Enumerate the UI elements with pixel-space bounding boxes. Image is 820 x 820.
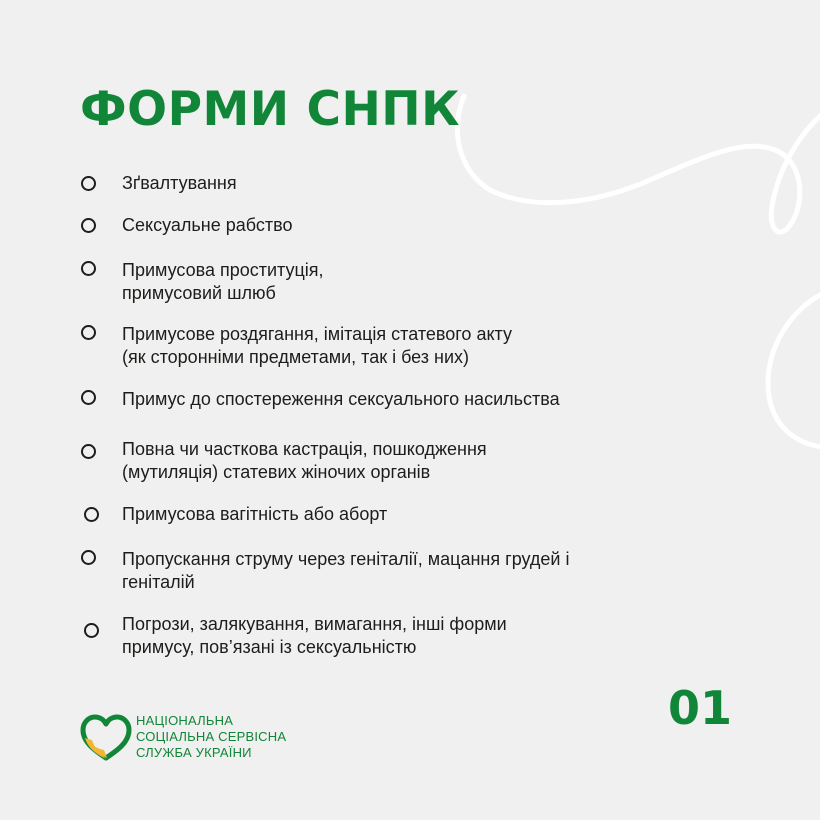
circle-outline-icon	[81, 444, 96, 459]
nssu-logo	[80, 712, 300, 762]
list-item-text: Погрози, залякування, вимагання, інші форми примусу, пов’язані із сексуальністю	[122, 614, 507, 657]
circle-outline-icon	[84, 623, 99, 638]
circle-outline-icon	[81, 550, 96, 565]
list-item-text: Примусова проституція, примусовий шлюб	[122, 260, 324, 303]
list-item-text: Сексуальне рабство	[122, 215, 293, 235]
page-title: ФОРМИ СНПК	[80, 82, 461, 137]
list-item-text: Пропускання струму через геніталії, мацання грудей і геніталій	[122, 549, 570, 592]
circle-outline-icon	[81, 390, 96, 405]
list-item-text: Примус до спостереження сексуального насильства	[122, 389, 560, 409]
heart-hands-logo-icon	[80, 714, 132, 762]
circle-outline-icon	[84, 507, 99, 522]
logo-text: НАЦІОНАЛЬНА СОЦІАЛЬНА СЕРВІСНА СЛУЖБА УКРАЇНИ	[136, 713, 287, 760]
list-item-text: Повна чи часткова кастрація, пошкодження (мутиляція) статевих жіночих органів	[122, 439, 487, 482]
circle-outline-icon	[81, 218, 96, 233]
circle-outline-icon	[81, 176, 96, 191]
circle-outline-icon	[81, 261, 96, 276]
circle-outline-icon	[81, 325, 96, 340]
list-item-text: Примусова вагітність або аборт	[122, 504, 388, 524]
list-item-text: Примусове роздягання, імітація статевого акту (як сторонніми предметами, так і без них)	[122, 324, 512, 367]
page-number: 01	[668, 681, 733, 735]
list-item-text: Зґвалтування	[122, 173, 237, 193]
